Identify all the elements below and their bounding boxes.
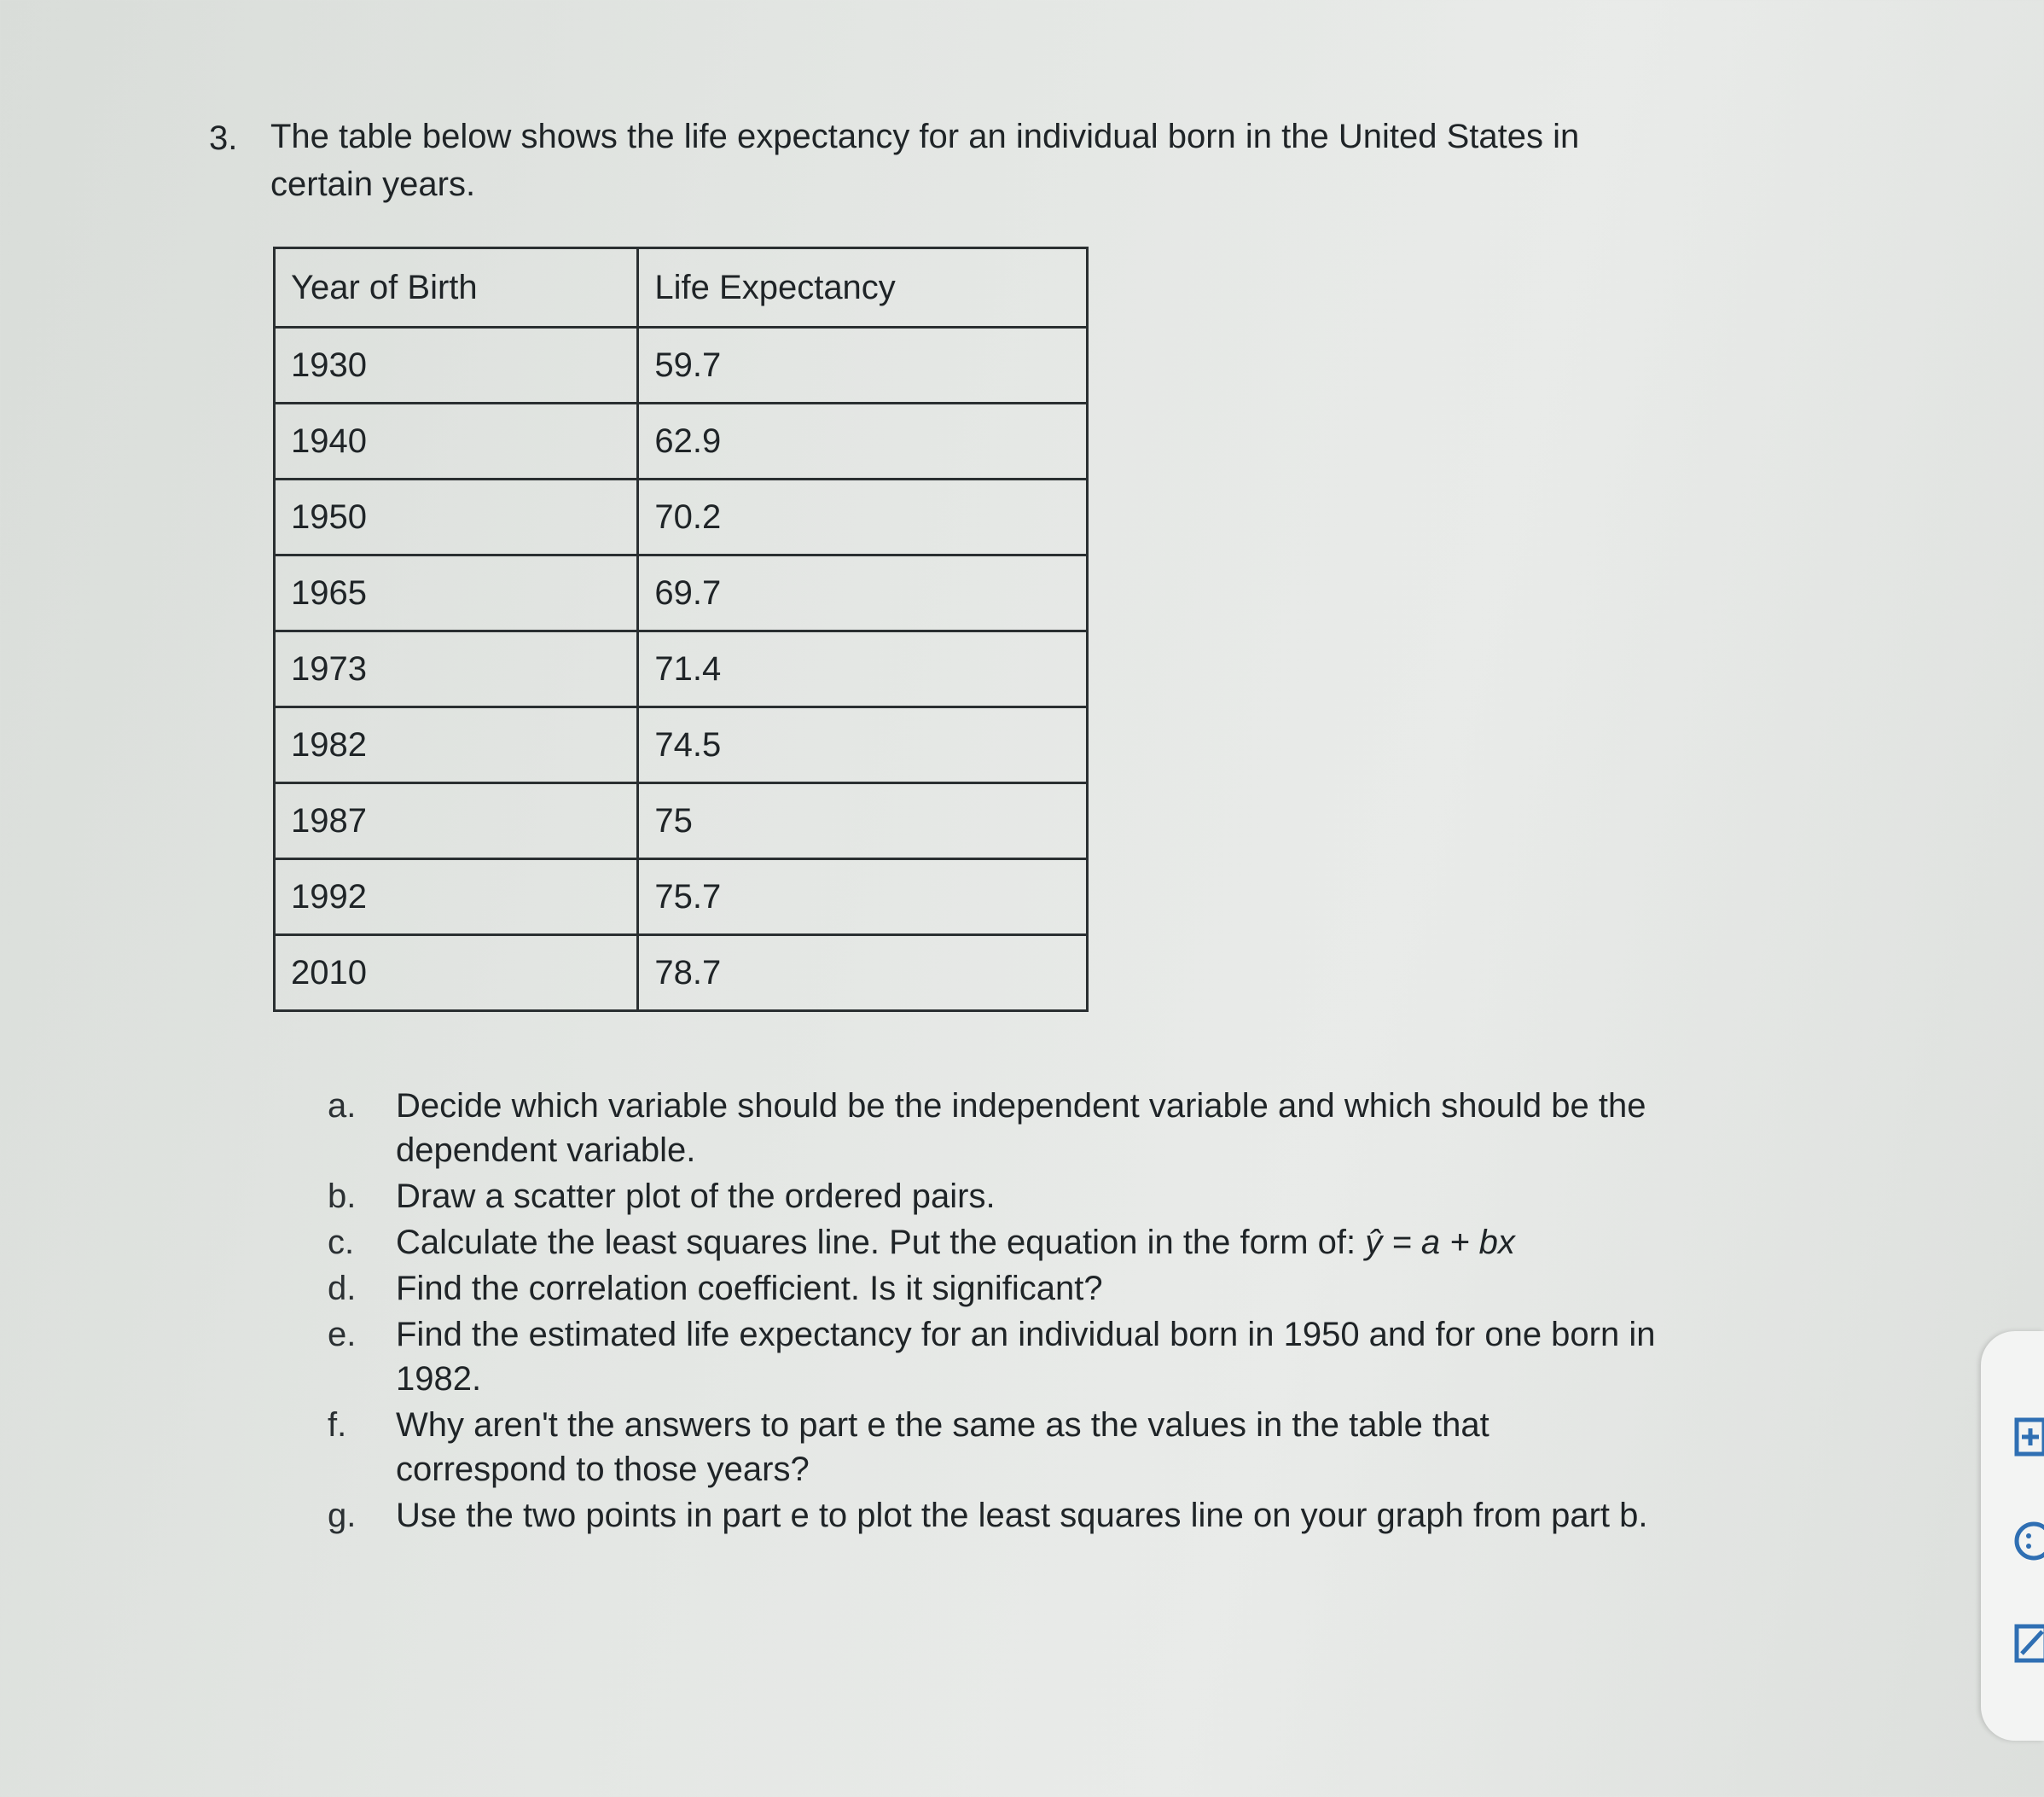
cell-life-expectancy: 62.9 [638,404,1088,480]
list-item [328,1266,1658,1311]
regression-formula: ŷ = a + bx [1365,1224,1515,1261]
part-text: Find the correlation coefficient. Is it significant? [396,1270,1103,1307]
question-number: 3. [209,119,238,157]
cell-life-expectancy: 74.5 [638,707,1088,783]
cell-life-expectancy: 59.7 [638,328,1088,404]
part-letter: a. [328,1087,357,1125]
part-text: Draw a scatter plot of the ordered pairs. [396,1178,996,1215]
cell-life-expectancy: 70.2 [638,480,1088,555]
part-letter: e. [328,1316,357,1353]
part-text: Calculate the least squares line. Put the equation in the form of: [396,1224,1356,1261]
part-letter: d. [328,1270,357,1307]
table-row [275,555,1088,631]
part-letter: b. [328,1178,357,1215]
part-text: Find the estimated life expectancy for an individual born in 1950 and for one born in 1982. [396,1316,1656,1398]
side-toolbar [1981,1331,2044,1741]
table-row [275,404,1088,480]
table-row [275,935,1088,1011]
part-text-with-formula [396,1220,1658,1265]
table-header-row [275,248,1088,328]
cell-year: 1982 [275,707,638,783]
list-item [328,1174,1658,1218]
header-life-expectancy: Life Expectancy [638,248,1088,328]
cell-year: 1940 [275,404,638,480]
cell-year: 2010 [275,935,638,1011]
cell-year: 1987 [275,783,638,859]
part-letter: c. [328,1224,355,1261]
table-row [275,859,1088,935]
list-item [328,1403,1658,1492]
list-item [328,1220,1658,1265]
table-row [275,328,1088,404]
cell-life-expectancy: 78.7 [638,935,1088,1011]
question-text: The table below shows the life expectancy for an individual born in the United States in certain years. [270,118,1580,203]
emoji-icon[interactable] [2013,1519,2044,1563]
table-row [275,480,1088,555]
header-year-of-birth: Year of Birth [275,248,638,328]
table-row [275,783,1088,859]
cell-life-expectancy: 75 [638,783,1088,859]
cell-year: 1973 [275,631,638,707]
cell-year: 1992 [275,859,638,935]
list-item [328,1312,1658,1401]
life-expectancy-table [273,247,1089,1012]
cell-life-expectancy: 75.7 [638,859,1088,935]
cell-life-expectancy: 69.7 [638,555,1088,631]
table-row [275,707,1088,783]
cell-year: 1965 [275,555,638,631]
list-item [328,1084,1658,1172]
list-item [328,1493,1658,1538]
cell-life-expectancy: 71.4 [638,631,1088,707]
edit-icon[interactable] [2013,1621,2044,1666]
add-icon[interactable] [2013,1416,2044,1461]
cell-year: 1950 [275,480,638,555]
part-text: Use the two points in part e to plot the least squares line on your graph from part b. [396,1497,1648,1534]
part-text: Decide which variable should be the independent variable and which should be the dependent variable. [396,1087,1646,1169]
table-row [275,631,1088,707]
part-letter: f. [328,1406,347,1444]
cell-year: 1930 [275,328,638,404]
question-parts-list [328,1084,1658,1539]
part-letter: g. [328,1497,357,1534]
part-text: Why aren't the answers to part e the same as the values in the table that correspond to those years? [396,1406,1489,1488]
